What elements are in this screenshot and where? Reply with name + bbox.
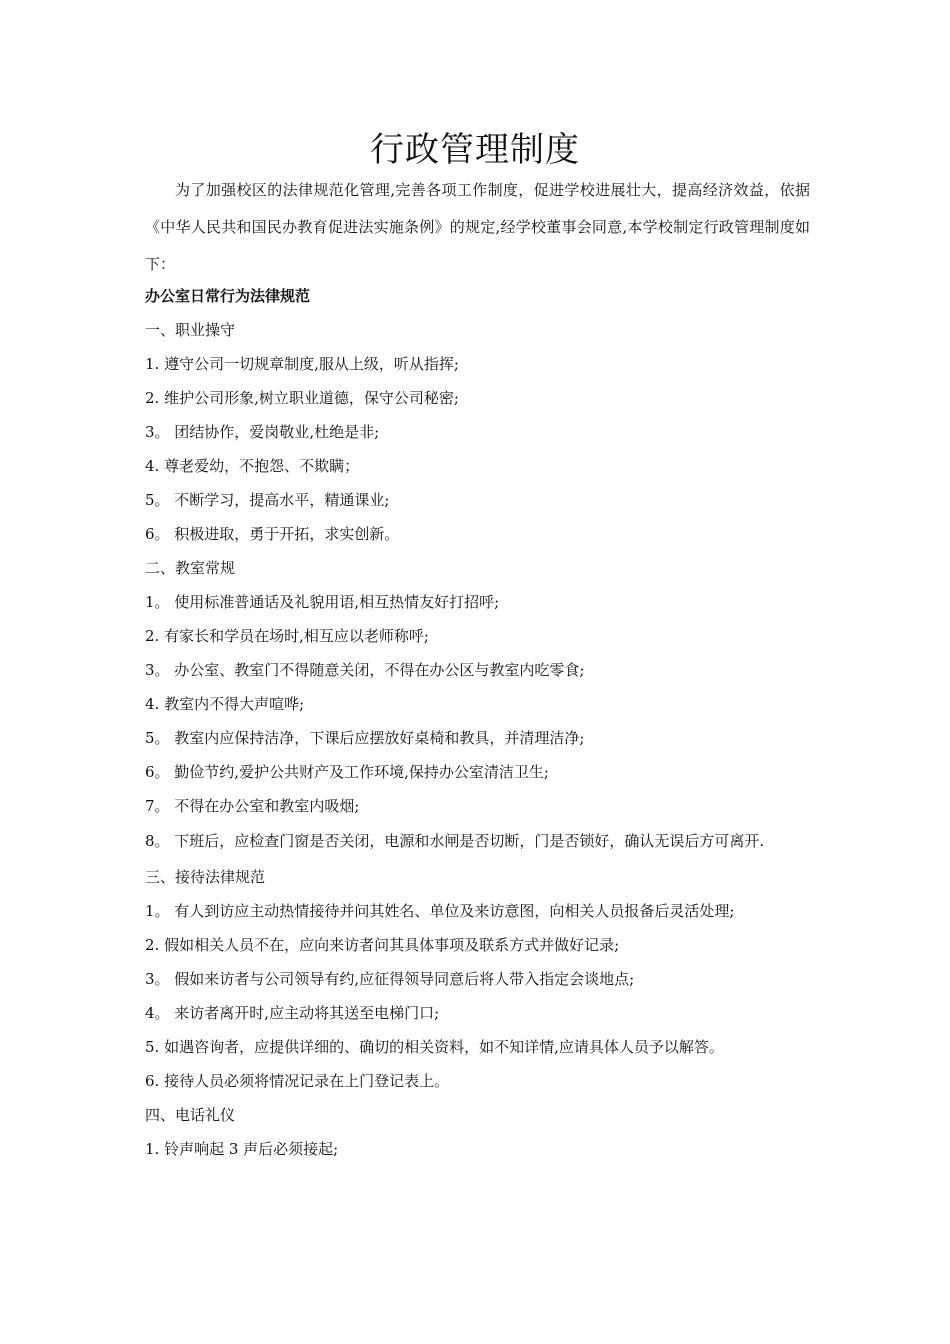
document-title: 行政管理制度 xyxy=(370,130,580,170)
list-item: 6。 勤俭节约,爱护公共财产及工作环境,保持办公室清洁卫生; xyxy=(145,763,549,781)
list-item: 1。 使用标准普通话及礼貌用语,相互热情友好打招呼; xyxy=(145,593,500,611)
list-item: 2. 有家长和学员在场时,相互应以老师称呼; xyxy=(145,627,429,645)
list-item: 6。 积极进取，勇于开拓，求实创新。 xyxy=(145,525,400,543)
subsection-heading: 三、接待法律规范 xyxy=(145,868,266,886)
subsection-heading: 四、电话礼仪 xyxy=(145,1106,236,1124)
list-item: 3。 假如来访者与公司领导有约,应征得领导同意后将人带入指定会谈地点; xyxy=(145,970,635,988)
list-item: 4. 尊老爱幼，不抱怨、不欺瞒； xyxy=(145,457,360,475)
intro-paragraph: 为了加强校区的法律规范化管理,完善各项工作制度，促进学校进展壮大，提高经济效益，依据《中华人民共和国民办教育促进法实施条例》的规定,经学校董事会同意,本学校制定行政管理制度如下： xyxy=(145,181,810,273)
list-item: 3。 办公室、教室门不得随意关闭，不得在办公区与教室内吃零食; xyxy=(145,661,585,679)
list-item: 7。 不得在办公室和教室内吸烟; xyxy=(145,797,360,815)
subsection-heading: 一、职业操守 xyxy=(145,321,236,339)
list-item: 4. 教室内不得大声喧哗; xyxy=(145,695,305,713)
section-heading: 办公室日常行为法律规范 xyxy=(145,287,311,305)
list-item: 5。 不断学习，提高水平，精通课业; xyxy=(145,491,390,509)
list-item: 4。 来访者离开时,应主动将其送至电梯门口; xyxy=(145,1004,440,1022)
list-item: 5。 教室内应保持洁净，下课后应摆放好桌椅和教具，并清理洁净; xyxy=(145,729,585,747)
list-item: 1。 有人到访应主动热情接待并问其姓名、单位及来访意图，向相关人员报备后灵活处理; xyxy=(145,902,735,920)
list-item: 2. 维护公司形象,树立职业道德，保守公司秘密; xyxy=(145,389,459,407)
list-item: 5. 如遇咨询者，应提供详细的、确切的相关资料，如不知详情,应请具体人员予以解答。 xyxy=(145,1038,724,1056)
list-item: 8。 下班后，应检查门窗是否关闭，电源和水闸是否切断，门是否锁好，确认无误后方可离开. xyxy=(145,832,765,850)
list-item: 2. 假如相关人员不在，应向来访者问其具体事项及联系方式并做好记录; xyxy=(145,936,620,954)
list-item: 6. 接待人员必须将情况记录在上门登记表上。 xyxy=(145,1072,450,1090)
subsection-heading: 二、教室常规 xyxy=(145,559,236,577)
list-item: 1. 遵守公司一切规章制度,服从上级，听从指挥; xyxy=(145,355,459,373)
list-item: 3。 团结协作，爱岗敬业,杜绝是非; xyxy=(145,423,380,441)
list-item: 1. 铃声响起 3 声后必须接起; xyxy=(145,1140,339,1158)
document-body xyxy=(145,279,810,1166)
